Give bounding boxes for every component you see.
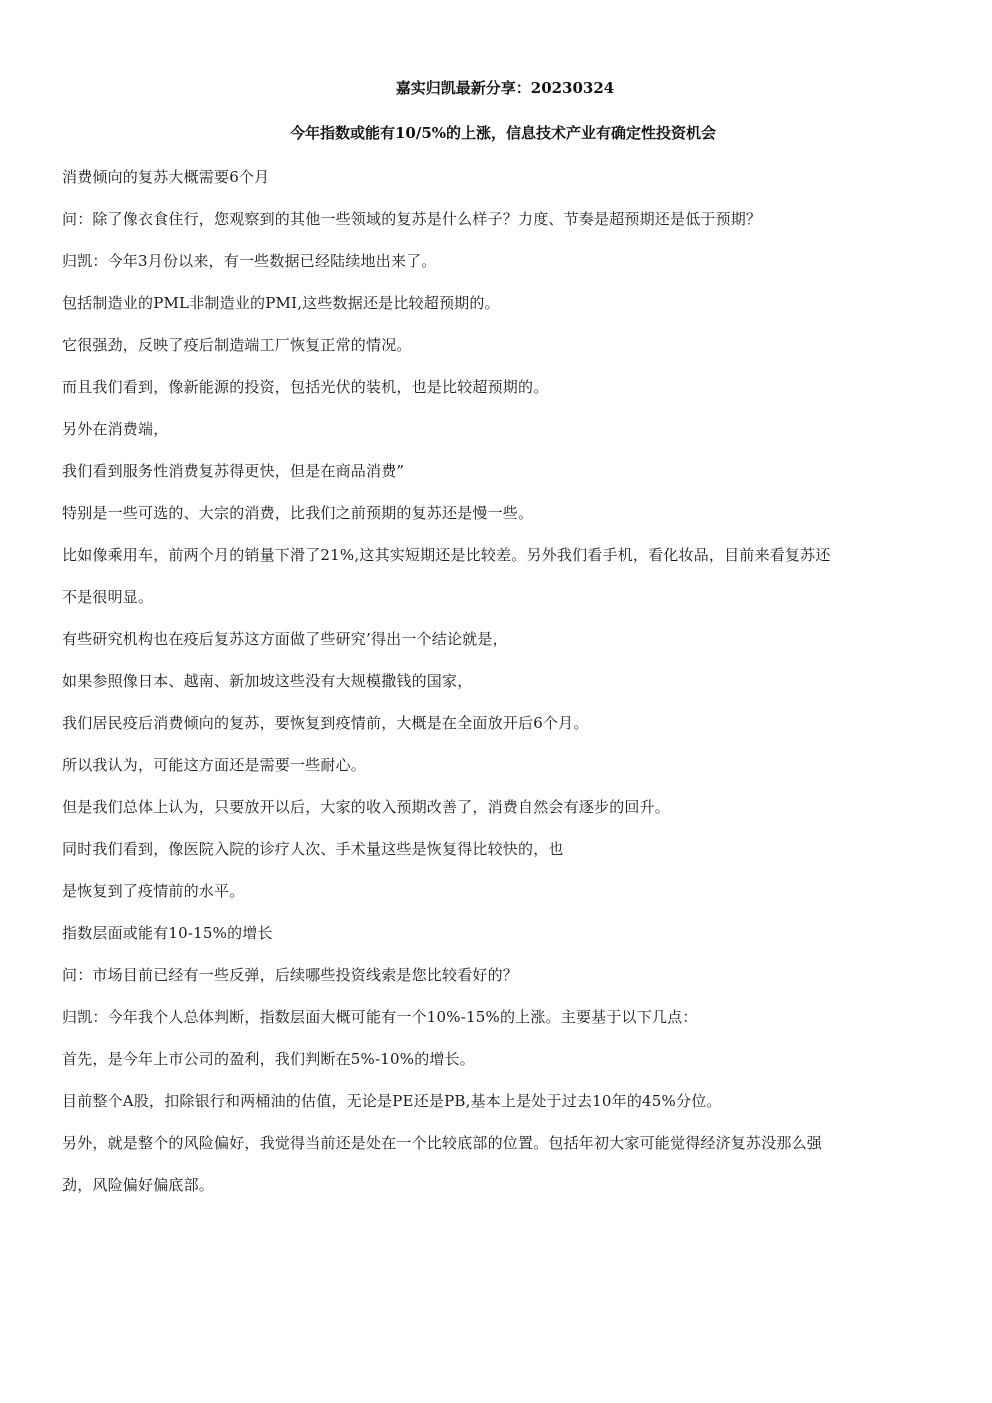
body-line: 它很强劲，反映了疫后制造端工厂恢复正常的情况。	[62, 336, 412, 354]
body-line: 但是我们总体上认为，只要放开以后，大家的收入预期改善了，消费自然会有逐步的回升。	[62, 798, 671, 816]
body-line: 另外在消费端，	[62, 420, 169, 438]
body-line: 我们居民疫后消费倾向的复苏，要恢复到疫情前，大概是在全面放开后6个月。	[62, 714, 589, 732]
body-line: 是恢复到了疫情前的水平。	[62, 882, 245, 900]
body-line: 包括制造业的PML非制造业的PMI,这些数据还是比较超预期的。	[62, 294, 500, 312]
answer-line: 归凯：今年3月份以来，有一些数据已经陆续地出来了。	[62, 252, 437, 270]
section-heading: 指数层面或能有10-15%的增长	[62, 924, 273, 942]
body-line: 不是很明显。	[62, 588, 154, 606]
answer-line: 归凯：今年我个人总体判断，指数层面大概可能有一个10%-15%的上涨。主要基于以下几点：	[62, 1008, 698, 1026]
body-line: 另外，就是整个的风险偏好，我觉得当前还是处在一个比较底部的位置。包括年初大家可能觉得经济复苏没那么强	[62, 1134, 823, 1152]
body-line: 目前整个A股，扣除银行和两桶油的估值，无论是PE还是PB,基本上是处于过去10年的45%分位。	[62, 1092, 722, 1110]
document-title: 嘉实归凯最新分享：20230324	[395, 79, 615, 97]
body-line: 劲，风险偏好偏底部。	[62, 1176, 215, 1194]
body-line: 我们看到服务性消费复苏得更快，但是在商品消费”	[62, 462, 405, 480]
question-line: 问：市场目前已经有一些反弹，后续哪些投资线索是您比较看好的？	[62, 966, 519, 984]
body-line: 首先，是今年上市公司的盈利，我们判断在5%-10%的增长。	[62, 1050, 476, 1068]
body-line: 而且我们看到，像新能源的投资，包括光伏的装机，也是比较超预期的。	[62, 378, 549, 396]
document-body	[62, 156, 942, 1206]
question-line: 问：除了像衣食住行，您观察到的其他一些领域的复苏是什么样子？力度、节奏是超预期还是低于预期？	[62, 210, 762, 228]
body-line: 有些研究机构也在疫后复苏这方面做了些研究’得出一个结论就是，	[62, 630, 508, 648]
section-heading: 消费倾向的复苏大概需要6个月	[62, 168, 270, 186]
document-subtitle: 今年指数或能有10/5%的上涨，信息技术产业有确定性投资机会	[289, 124, 717, 142]
body-line: 特别是一些可选的、大宗的消费，比我们之前预期的复苏还是慢一些。	[62, 504, 534, 522]
body-line: 比如像乘用车，前两个月的销量下滑了21%,这其实短期还是比较差。另外我们看手机，看化妆品，目前来看复苏还	[62, 546, 831, 564]
body-line: 所以我认为，可能这方面还是需要一些耐心。	[62, 756, 367, 774]
body-line: 同时我们看到，像医院入院的诊疗人次、手术量这些是恢复得比较快的，也	[62, 840, 564, 858]
body-line: 如果参照像日本、越南、新加坡这些没有大规模撒钱的国家，	[62, 672, 473, 690]
